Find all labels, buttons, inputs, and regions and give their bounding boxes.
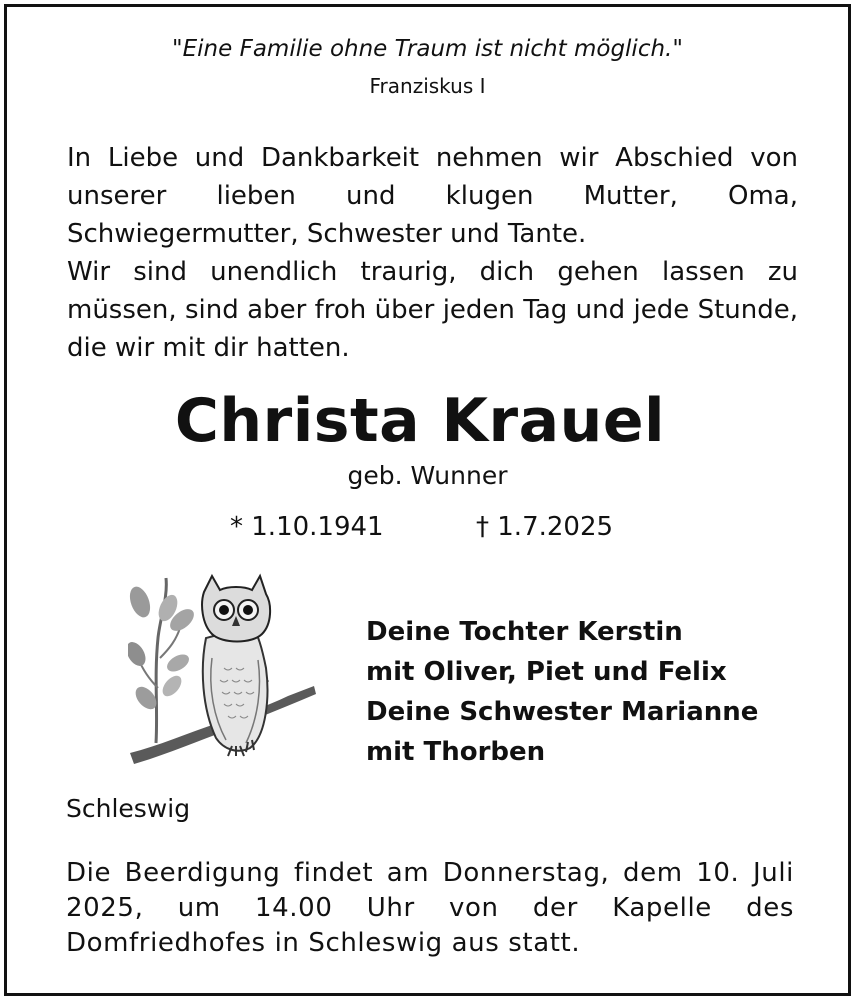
mourner-line: mit Oliver, Piet und Felix [366, 657, 727, 687]
quote-author: Franziskus I [369, 74, 486, 98]
funeral-notice [66, 856, 794, 961]
intro-paragraph-2: Wir sind unendlich traurig, dich gehen lassen zu müssen, sind aber froh über jeden Tag und jede Stunde, die wir mit dir hatten. [67, 257, 798, 363]
mourners-list [366, 612, 758, 772]
intro-paragraph-1: In Liebe und Dankbarkeit nehmen wir Abschied von unserer lieben und klugen Mutter, Oma, Schwiegermutter, Schwester und Tante. [67, 143, 798, 249]
owl-illustration-icon [128, 568, 318, 783]
death-date: † 1.7.2025 [476, 512, 614, 542]
funeral-text: Die Beerdigung findet am Donnerstag, dem 10. Juli 2025, um 14.00 Uhr von der Kapelle des Domfriedhofes in Schleswig aus statt. [66, 858, 794, 958]
place-name: Schleswig [66, 794, 191, 823]
intro-text [67, 139, 798, 367]
mourner-line: mit Thorben [366, 737, 546, 767]
birth-date: * 1.10.1941 [230, 512, 384, 542]
birth-name: geb. Wunner [347, 461, 508, 490]
quote-text: "Eine Familie ohne Traum ist nicht möglich." [172, 36, 683, 62]
mourner-line: Deine Tochter Kerstin [366, 617, 683, 647]
mourner-line: Deine Schwester Marianne [366, 697, 759, 727]
deceased-name: Christa Krauel [174, 386, 666, 456]
